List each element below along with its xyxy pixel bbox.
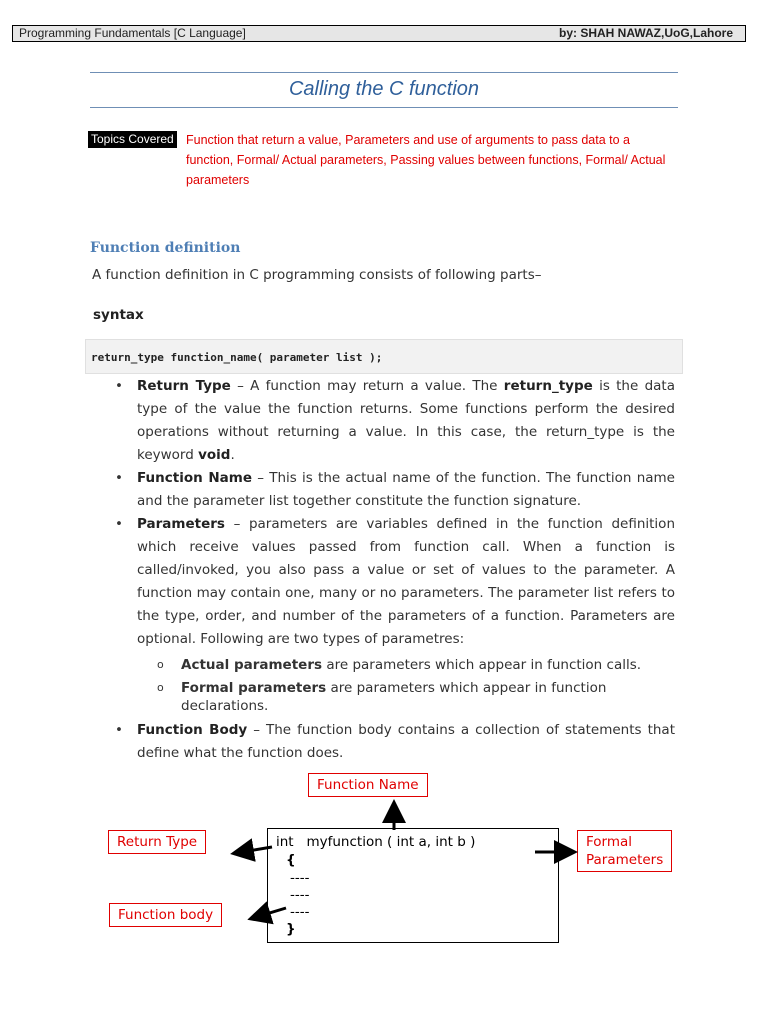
code-close-brace: } xyxy=(286,921,296,937)
code-line-3: ---- xyxy=(290,904,310,920)
keyword-return-type: return_type xyxy=(503,378,593,394)
text: – parameters are variables defined in the function definition which receive values passed from function call. When a function is called/invoked, you also pass a value or set of values to the parameter. A function may contain one, many or no parameters. The parameter list refers to the type, order, and number of the parameters of a function. Parameters are optional. Following are two types of parametres: xyxy=(137,516,675,647)
syntax-label: syntax xyxy=(93,307,144,323)
code-open-brace: { xyxy=(286,852,296,868)
text: – A function may return a value. The xyxy=(230,378,504,394)
term-function-body: Function Body xyxy=(137,722,248,738)
bullet-icon: • xyxy=(115,470,123,486)
bullet-icon: • xyxy=(115,722,123,738)
topics-text: Function that return a value, Parameters and use of arguments to pass data to a function, Formal/ Actual parameters, Passing values between functions, Formal/ Actual parameters xyxy=(186,133,666,187)
label-function-name: Function Name xyxy=(308,773,428,797)
label-formal-line2: Parameters xyxy=(586,852,664,868)
label-return-type: Return Type xyxy=(108,830,206,854)
text: are parameters which appear in function declarations. xyxy=(181,680,607,714)
syntax-code: return_type function_name( parameter list ); xyxy=(91,351,383,364)
text: are parameters which appear in function calls. xyxy=(322,657,642,673)
label-formal-line1: Formal xyxy=(586,834,633,850)
arrow-to-return-type xyxy=(236,847,272,853)
section-intro: A function definition in C programming consists of following parts– xyxy=(92,267,542,283)
bullet-icon: • xyxy=(115,378,123,394)
header-author: by: SHAH NAWAZ,UoG,Lahore xyxy=(558,26,733,40)
text: . xyxy=(230,447,235,463)
term-return-type: Return Type xyxy=(137,378,231,394)
term-formal-parameters: Formal parameters xyxy=(181,680,327,696)
arrow-to-function-body xyxy=(253,908,286,918)
section-heading: Function definition xyxy=(90,240,241,256)
page-title: Calling the C function xyxy=(288,78,480,100)
term-function-name: Function Name xyxy=(137,470,253,486)
circle-bullet-icon: o xyxy=(157,658,164,671)
topics-label: Topics Covered xyxy=(88,131,177,148)
code-line-2: ---- xyxy=(290,887,310,903)
circle-bullet-icon: o xyxy=(157,681,164,694)
keyword-void: void xyxy=(198,447,231,463)
header-course: Programming Fundamentals [C Language] xyxy=(19,26,246,40)
text: – This is the actual name of the function. The function name and the parameter list together constitute the function signature. xyxy=(137,470,675,509)
term-actual-parameters: Actual parameters xyxy=(181,657,323,673)
label-function-body: Function body xyxy=(109,903,222,927)
term-parameters: Parameters xyxy=(137,516,225,532)
code-line-1: ---- xyxy=(290,870,310,886)
text: is the data type of the value the function returns. Some functions perform the desired operations without returning a value. In this case, the return_type is the keyword xyxy=(137,378,675,463)
bullet-icon: • xyxy=(115,516,123,532)
text: – The function body contains a collection of statements that define what the function does. xyxy=(137,722,675,761)
code-signature: int myfunction ( int a, int b ) xyxy=(276,834,476,850)
